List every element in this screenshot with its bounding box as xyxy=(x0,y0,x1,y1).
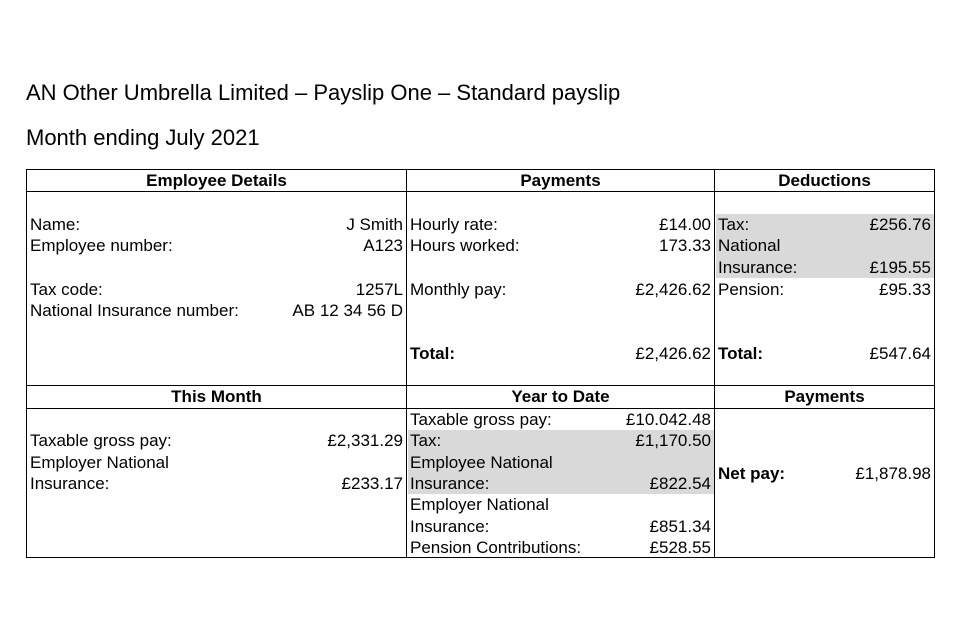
ytd-emp-ni-label-2: Insurance: xyxy=(410,474,490,493)
tm-employer-ni-label-1: Employer National xyxy=(30,453,169,472)
monthly-pay-label: Monthly pay: xyxy=(410,280,507,299)
deductions-total-row xyxy=(715,343,934,364)
deductions-total-label: Total: xyxy=(718,344,764,363)
page-title: AN Other Umbrella Limited – Payslip One – Standard payslip xyxy=(26,80,621,105)
ni-value: £195.55 xyxy=(869,258,931,277)
ytd-tax-row xyxy=(407,430,714,451)
net-pay-value: £1,878.98 xyxy=(855,464,931,483)
pension-row xyxy=(715,279,934,300)
name-label: Name: xyxy=(30,215,81,234)
ytd-er-ni-value: £851.34 xyxy=(649,517,711,536)
payments-total-label: Total: xyxy=(410,344,456,363)
tax-code-label: Tax code: xyxy=(30,280,103,299)
tm-employer-ni-row-1 xyxy=(27,452,406,473)
tax-code-row xyxy=(27,279,406,300)
monthly-pay-row xyxy=(407,279,714,300)
employee-number-label: Employee number: xyxy=(30,236,173,255)
net-pay-label: Net pay: xyxy=(718,464,786,483)
monthly-pay-value: £2,426.62 xyxy=(635,280,711,299)
tax-code-value: 1257L xyxy=(355,280,403,299)
deductions-header: Deductions xyxy=(778,171,871,190)
ni-number-label: National Insurance number: xyxy=(30,301,239,320)
ytd-emp-ni-row-2 xyxy=(407,473,714,494)
ytd-er-ni-row-1 xyxy=(407,494,714,515)
payments-total-value: £2,426.62 xyxy=(635,344,711,363)
deductions-total-value: £547.64 xyxy=(869,344,931,363)
tax-value: £256.76 xyxy=(869,215,931,234)
hours-worked-value: 173.33 xyxy=(659,236,711,255)
hours-worked-label: Hours worked: xyxy=(410,236,520,255)
ytd-emp-ni-label-1: Employee National xyxy=(410,453,553,472)
payments-header: Payments xyxy=(520,171,601,190)
ytd-emp-ni-value: £822.54 xyxy=(649,474,711,493)
ni-label-2: Insurance: xyxy=(718,258,798,277)
ytd-tax-value: £1,170.50 xyxy=(635,431,711,450)
ytd-er-ni-label-2: Insurance: xyxy=(410,517,490,536)
ni-row-1 xyxy=(715,235,934,256)
this-month-header: This Month xyxy=(171,387,262,406)
hours-worked-row xyxy=(407,235,714,256)
ytd-tax-label: Tax: xyxy=(410,431,442,450)
employee-number-row xyxy=(27,235,406,256)
ytd-emp-ni-row-1 xyxy=(407,452,714,473)
tm-employer-ni-value: £233.17 xyxy=(341,474,403,493)
tm-gross-value: £2,331.29 xyxy=(327,431,403,450)
ytd-pension-label: Pension Contributions: xyxy=(410,538,582,557)
employee-details-header: Employee Details xyxy=(146,171,287,190)
tm-gross-label: Taxable gross pay: xyxy=(30,431,172,450)
net-pay-row xyxy=(715,463,934,484)
ytd-pension-row xyxy=(407,537,714,558)
ytd-gross-value: £10.042.48 xyxy=(625,410,711,429)
employee-name-row xyxy=(27,214,406,235)
tm-employer-ni-row-2 xyxy=(27,473,406,494)
tax-row xyxy=(715,214,934,235)
ni-number-row xyxy=(27,300,406,321)
ni-row-2 xyxy=(715,257,934,278)
hourly-rate-label: Hourly rate: xyxy=(410,215,498,234)
ytd-gross-label: Taxable gross pay: xyxy=(410,410,552,429)
ytd-gross-row xyxy=(407,409,714,430)
ni-label-1: National xyxy=(718,236,781,255)
name-value: J Smith xyxy=(346,215,403,234)
payments-total-row xyxy=(407,343,714,364)
employee-number-value: A123 xyxy=(363,236,403,255)
tm-gross-row xyxy=(27,430,406,451)
pension-label: Pension: xyxy=(718,280,785,299)
payslip-table xyxy=(26,169,935,558)
ytd-er-ni-label-1: Employer National xyxy=(410,495,549,514)
page-subtitle: Month ending July 2021 xyxy=(26,125,260,150)
payments-summary-header: Payments xyxy=(784,387,865,406)
hourly-rate-row xyxy=(407,214,714,235)
tm-employer-ni-label-2: Insurance: xyxy=(30,474,110,493)
hourly-rate-value: £14.00 xyxy=(659,215,711,234)
tax-label: Tax: xyxy=(718,215,750,234)
ytd-er-ni-row-2 xyxy=(407,516,714,537)
year-to-date-header: Year to Date xyxy=(511,387,610,406)
pension-value: £95.33 xyxy=(879,280,931,299)
ytd-pension-value: £528.55 xyxy=(649,538,711,557)
ni-number-value: AB 12 34 56 D xyxy=(292,301,403,320)
